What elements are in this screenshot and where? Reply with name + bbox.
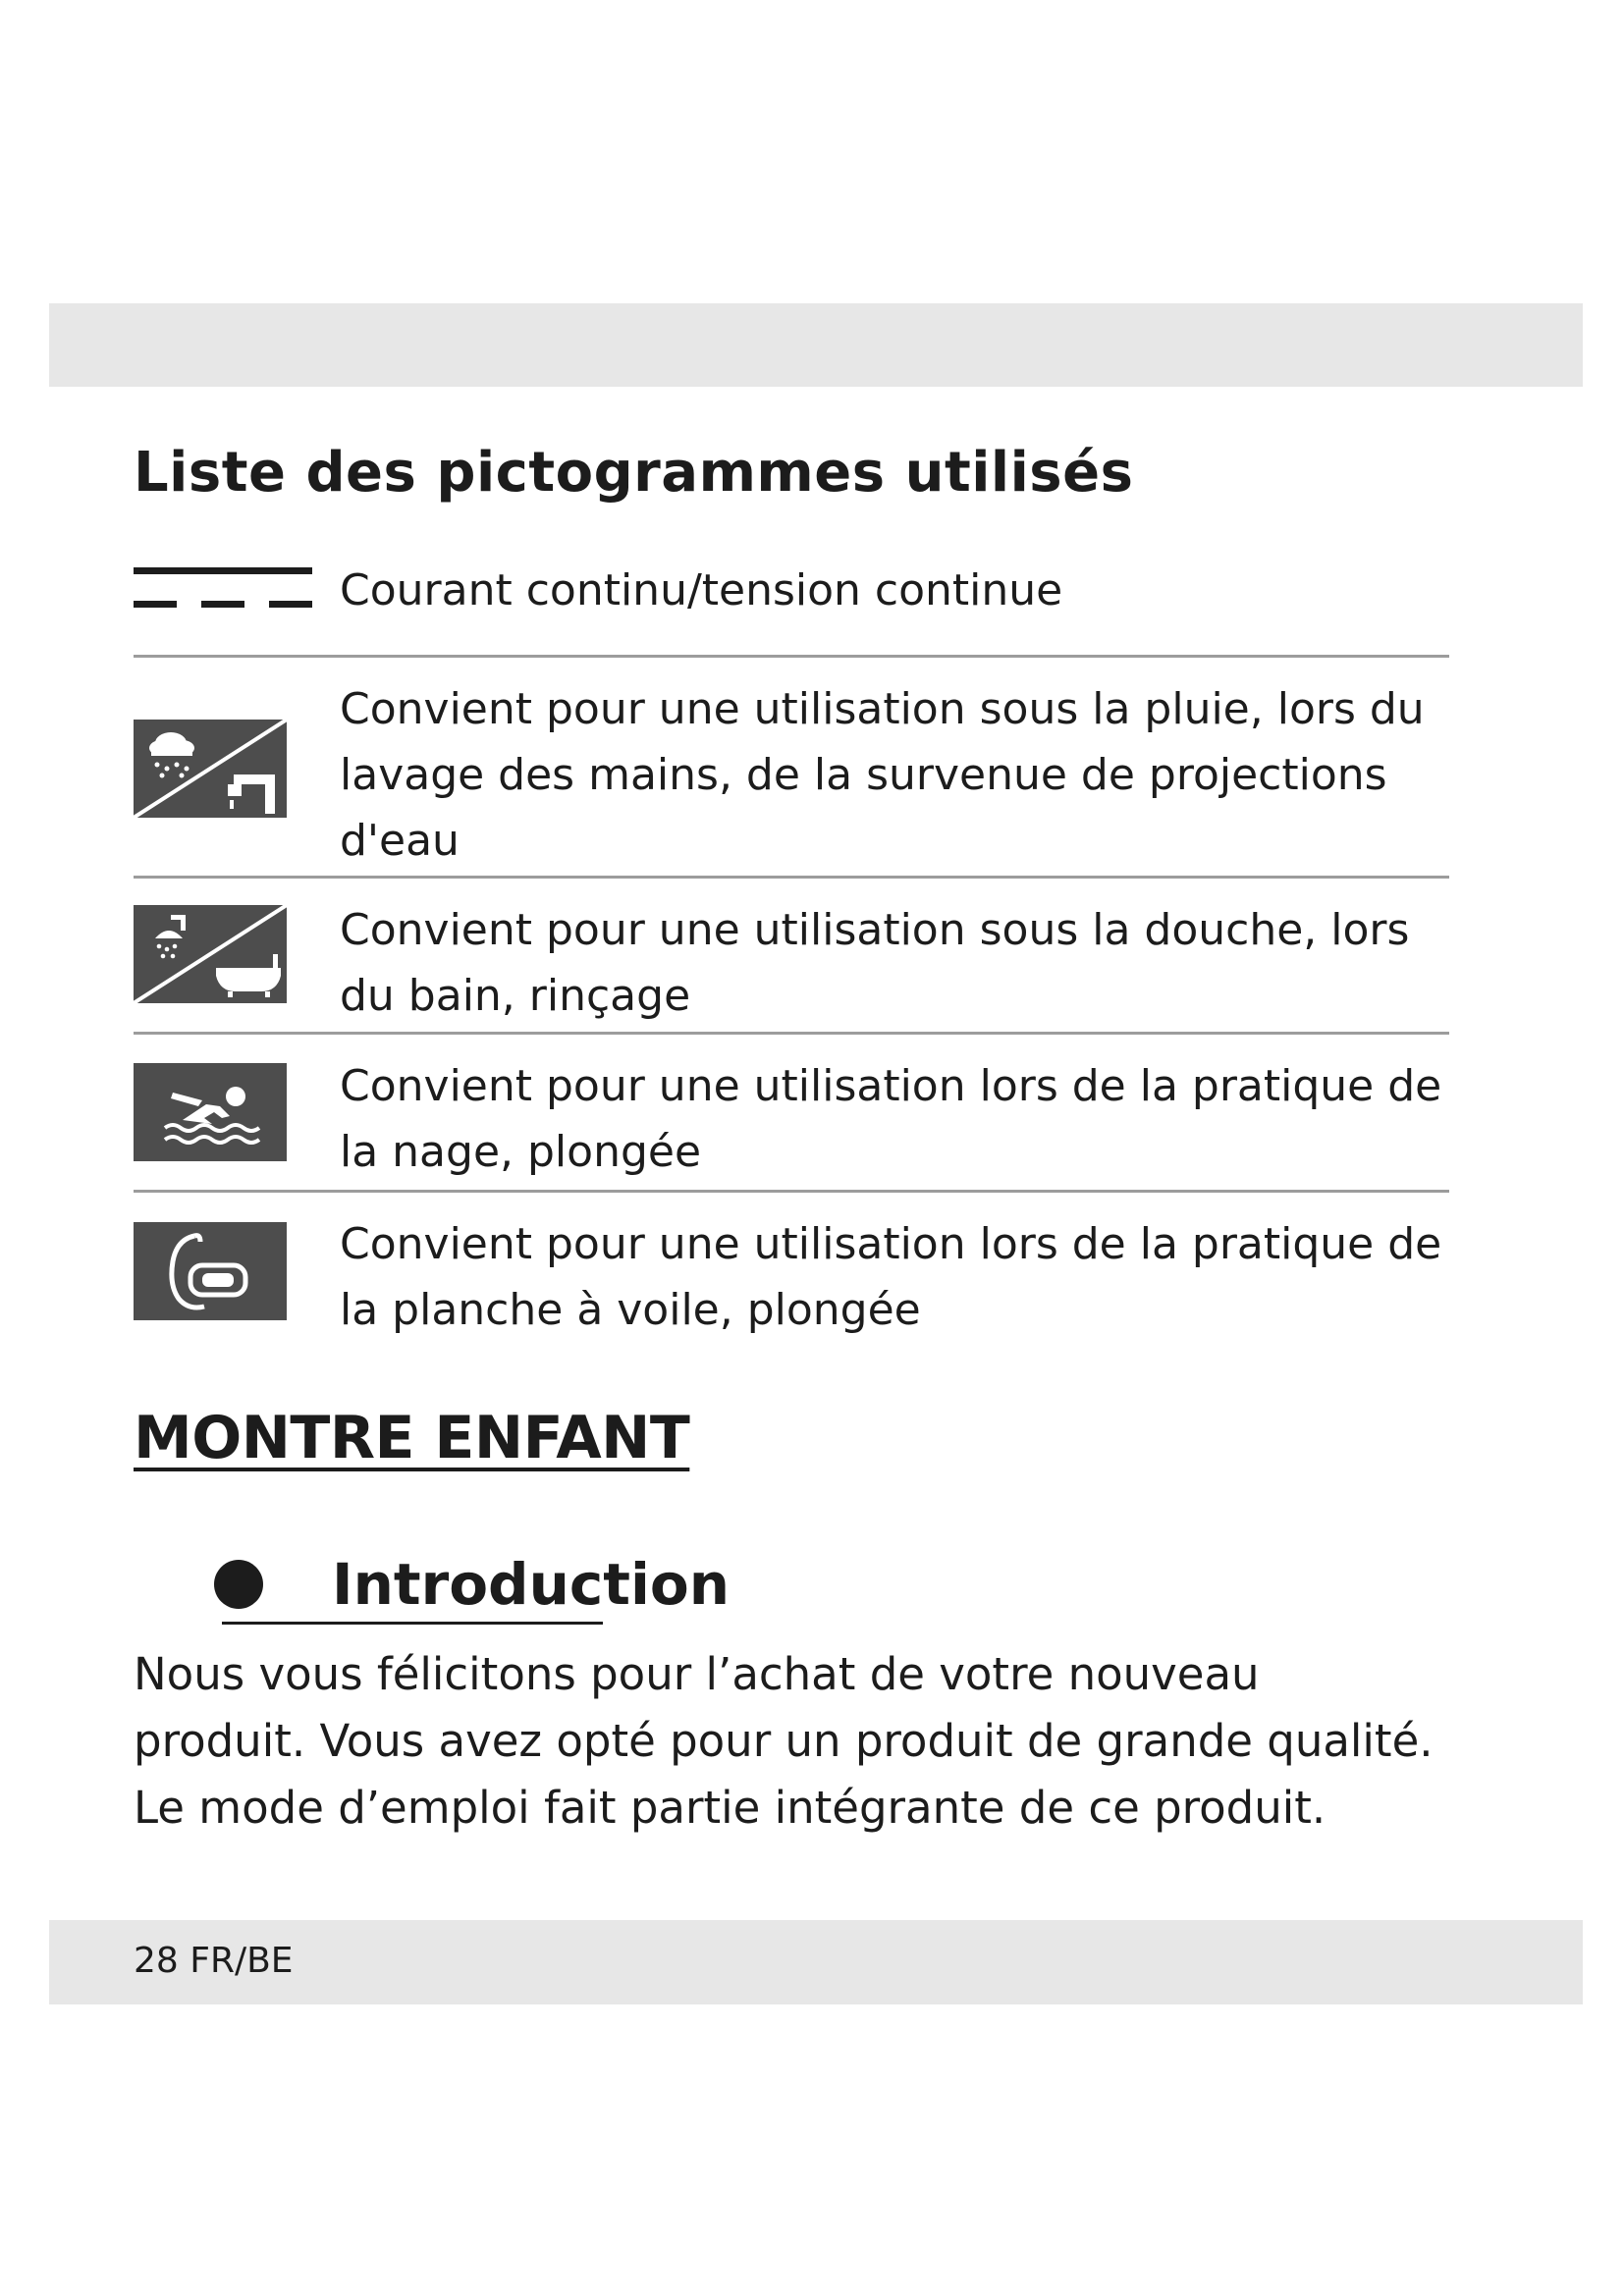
pictogram-row-rain-tap xyxy=(134,658,1449,879)
introduction-title: Introduction xyxy=(332,1551,730,1618)
header-band xyxy=(49,303,1583,387)
pictogram-description: Convient pour une utilisation lors de la pratique de la planche à voile, plongée xyxy=(340,1219,1442,1335)
introduction-text: Nous vous félicitons pour l’achat de votre nouveau produit. Vous avez opté pour un produit de grande qualité. Le mode d’emploi fait partie intégrante de ce produit. xyxy=(134,1648,1434,1834)
pictogram-description: Courant continu/tension continue xyxy=(340,565,1063,615)
product-title: MONTRE ENFANT xyxy=(134,1404,690,1472)
pictogram-list xyxy=(134,550,1449,1340)
pictogram-description: Convient pour une utilisation sous la pluie, lors du lavage des mains, de la survenue de projections d'eau xyxy=(340,684,1425,866)
pictogram-row-direct-current xyxy=(134,550,1449,658)
pictogram-description: Convient pour une utilisation sous la douche, lors du bain, rinçage xyxy=(340,905,1410,1021)
snorkel-mask-icon xyxy=(134,1222,287,1320)
introduction-heading xyxy=(214,1549,730,1620)
pictogram-row-shower-bath xyxy=(134,879,1449,1035)
swimmer-icon xyxy=(134,1063,287,1161)
bullet-icon xyxy=(214,1560,263,1609)
pictogram-row-swimmer xyxy=(134,1035,1449,1193)
rain-tap-icon xyxy=(134,720,287,818)
shower-bath-icon xyxy=(134,905,287,1003)
footer-band xyxy=(49,1920,1583,2004)
pictogram-row-snorkel-mask xyxy=(134,1193,1449,1340)
page-number: 28 FR/BE xyxy=(134,1941,294,1981)
introduction-underline xyxy=(222,1622,603,1625)
direct-current-icon xyxy=(134,565,312,614)
pictogram-description: Convient pour une utilisation lors de la pratique de la nage, plongée xyxy=(340,1061,1442,1177)
pictogram-list-title: Liste des pictogrammes utilisés xyxy=(134,441,1134,505)
